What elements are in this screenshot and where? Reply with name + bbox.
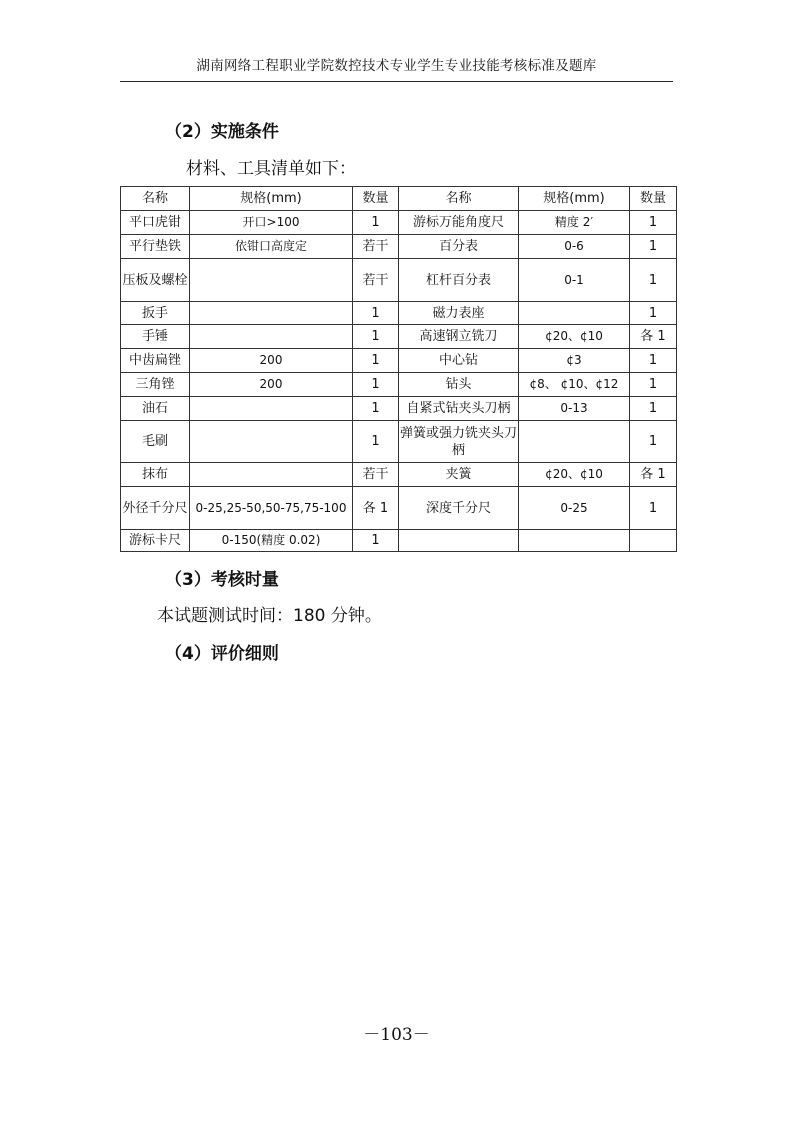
table-row xyxy=(121,235,677,259)
table-cell: 1 xyxy=(353,302,399,325)
table-cell: ¢20、¢10 xyxy=(519,463,630,487)
table-cell xyxy=(190,302,353,325)
table-cell xyxy=(519,421,630,463)
table-row xyxy=(121,530,677,552)
table-cell xyxy=(190,259,353,302)
table-cell: 深度千分尺 xyxy=(399,487,519,530)
section-3-text: 本试题测试时间：180 分钟。 xyxy=(157,606,382,626)
section-4-title: （4）评价细则 xyxy=(165,644,279,664)
table-cell: 中心钻 xyxy=(399,349,519,373)
column-header: 规格(mm) xyxy=(519,187,630,211)
table-cell: 1 xyxy=(630,259,677,302)
table-cell: 1 xyxy=(630,349,677,373)
table-cell: 0-13 xyxy=(519,397,630,421)
table-cell: 0-25 xyxy=(519,487,630,530)
table-cell: 1 xyxy=(353,349,399,373)
table-cell: 杠杆百分表 xyxy=(399,259,519,302)
table-cell: 弹簧或强力铣夹头刀柄 xyxy=(399,421,519,463)
table-cell: 1 xyxy=(630,487,677,530)
table-header-row xyxy=(121,187,677,211)
table-row xyxy=(121,373,677,397)
table-row xyxy=(121,421,677,463)
table-cell: 开口>100 xyxy=(190,211,353,235)
column-header: 数量 xyxy=(630,187,677,211)
table-cell: 0-150(精度 0.02) xyxy=(190,530,353,552)
table-cell: 0-6 xyxy=(519,235,630,259)
table-cell: ¢8、 ¢10、¢12 xyxy=(519,373,630,397)
table-cell xyxy=(630,530,677,552)
page-header: 湖南网络工程职业学院数控技术专业学生专业技能考核标准及题库 xyxy=(196,58,597,74)
table-cell: 1 xyxy=(353,325,399,349)
table-cell: 若干 xyxy=(353,259,399,302)
table-cell: 压板及螺栓 xyxy=(121,259,190,302)
table-cell: 1 xyxy=(630,397,677,421)
table-cell: 0-25,25-50,50-75,75-100 xyxy=(190,487,353,530)
table-row xyxy=(121,349,677,373)
table-cell xyxy=(190,463,353,487)
table-cell: 1 xyxy=(353,373,399,397)
table-cell: 200 xyxy=(190,349,353,373)
table-cell: 游标卡尺 xyxy=(121,530,190,552)
table-cell: ¢20、¢10 xyxy=(519,325,630,349)
table-cell: 外径千分尺 xyxy=(121,487,190,530)
table-cell: 高速钢立铣刀 xyxy=(399,325,519,349)
table-cell: 各 1 xyxy=(353,487,399,530)
table-cell: 1 xyxy=(630,235,677,259)
table-cell: 平口虎钳 xyxy=(121,211,190,235)
table-cell xyxy=(190,397,353,421)
table-cell: 若干 xyxy=(353,235,399,259)
table-cell: 游标万能角度尺 xyxy=(399,211,519,235)
table-cell xyxy=(190,421,353,463)
table-row xyxy=(121,259,677,302)
table-cell: 若干 xyxy=(353,463,399,487)
table-cell: 扳手 xyxy=(121,302,190,325)
table-row xyxy=(121,397,677,421)
table-cell xyxy=(399,530,519,552)
table-cell xyxy=(190,325,353,349)
table-cell xyxy=(519,530,630,552)
table-cell: 平行垫铁 xyxy=(121,235,190,259)
table-cell: 1 xyxy=(353,530,399,552)
table-cell: 1 xyxy=(630,373,677,397)
table-cell: 0-1 xyxy=(519,259,630,302)
table-cell: 各 1 xyxy=(630,463,677,487)
section-2-intro: 材料、工具清单如下： xyxy=(186,159,356,179)
table-cell: 中齿扁锉 xyxy=(121,349,190,373)
table-cell: 1 xyxy=(630,211,677,235)
table-cell: 精度 2′ xyxy=(519,211,630,235)
column-header: 名称 xyxy=(399,187,519,211)
table-row xyxy=(121,325,677,349)
table-row xyxy=(121,302,677,325)
table-cell: 1 xyxy=(353,421,399,463)
table-cell: ¢3 xyxy=(519,349,630,373)
table-cell: 200 xyxy=(190,373,353,397)
table-cell: 依钳口高度定 xyxy=(190,235,353,259)
header-rule xyxy=(120,81,673,82)
table-cell: 油石 xyxy=(121,397,190,421)
table-cell: 1 xyxy=(630,421,677,463)
table-cell: 百分表 xyxy=(399,235,519,259)
table-cell: 抹布 xyxy=(121,463,190,487)
table-cell: 各 1 xyxy=(630,325,677,349)
table-cell: 1 xyxy=(353,397,399,421)
table-cell: 1 xyxy=(353,211,399,235)
table-row xyxy=(121,211,677,235)
tools-table xyxy=(120,186,677,552)
page-number: －103－ xyxy=(363,1025,430,1045)
section-2-title: （2）实施条件 xyxy=(165,122,279,142)
table-cell: 自紧式钻夹头刀柄 xyxy=(399,397,519,421)
column-header: 规格(mm) xyxy=(190,187,353,211)
table-cell: 钻头 xyxy=(399,373,519,397)
table-cell: 三角锉 xyxy=(121,373,190,397)
table-cell: 夹簧 xyxy=(399,463,519,487)
table-cell: 磁力表座 xyxy=(399,302,519,325)
table-cell: 毛刷 xyxy=(121,421,190,463)
table-cell: 手锤 xyxy=(121,325,190,349)
table-row xyxy=(121,487,677,530)
column-header: 名称 xyxy=(121,187,190,211)
table-cell: 1 xyxy=(630,302,677,325)
section-3-title: （3）考核时量 xyxy=(165,570,279,590)
column-header: 数量 xyxy=(353,187,399,211)
table-row xyxy=(121,463,677,487)
table-cell xyxy=(519,302,630,325)
